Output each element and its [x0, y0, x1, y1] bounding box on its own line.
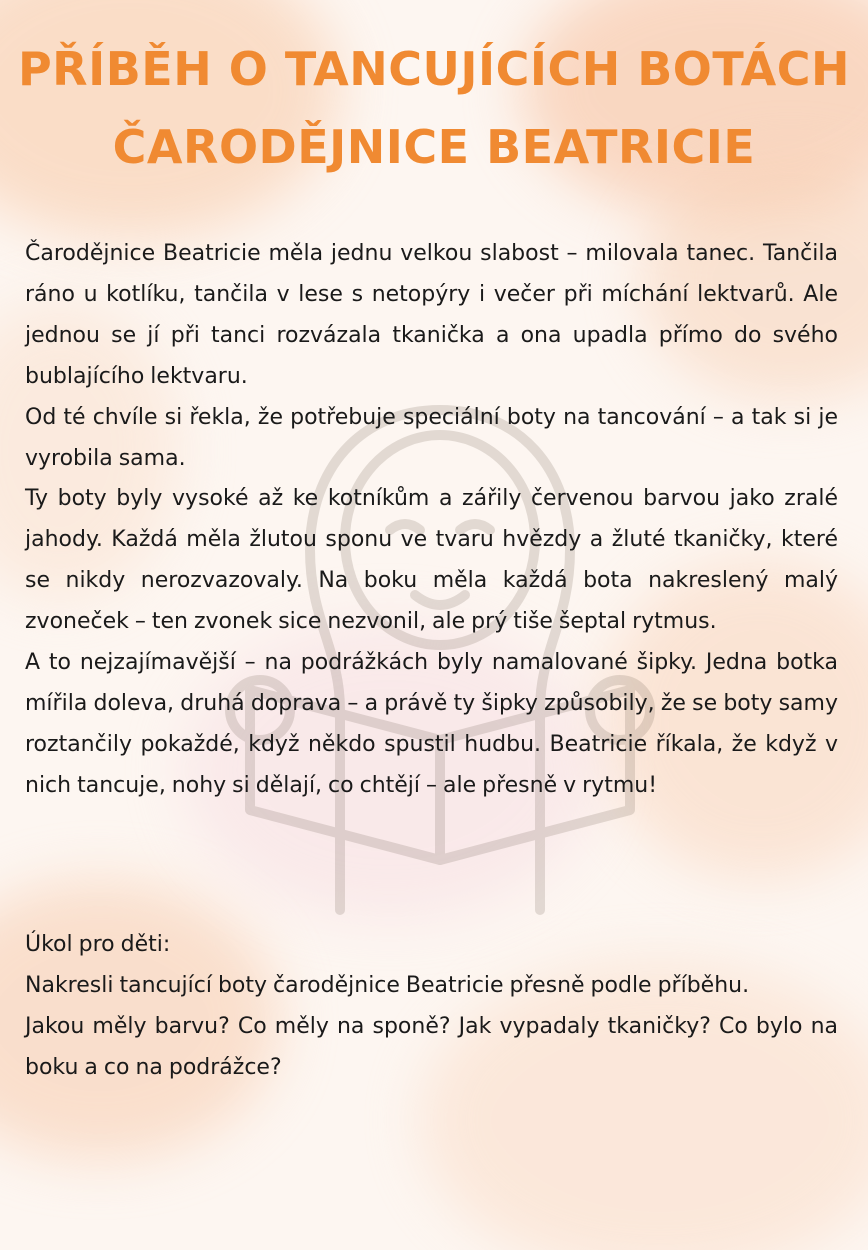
story-paragraph: A to nejzajímavější – na podrážkách byly namalované šipky. Jedna botka mířila doleva, druhá doprava – a právě ty šipky způsobily, že se boty samy roztančily pokaždé, když někdo spustil hudbu. Beatricie říkala, že když v nich tancuje, nohy si dělají, co chtějí – ale přesně v rytmu!	[25, 650, 838, 798]
story-paragraph: Ty boty byly vysoké až ke kotníkům a zářily červenou barvou jako zralé jahody. Každá měla žlutou sponu ve tvaru hvězdy a žluté tkaničky, které se nikdy nerozvazovaly. Na boku měla každá bota nakreslený malý zvoneček – ten zvonek sice nezvonil, ale prý tiše šeptal rytmus.	[25, 486, 838, 635]
task-questions: Jakou měly barvu? Co měly na sponě? Jak vypadaly tkaničky? Co bylo na boku a co na podrážce?	[25, 1013, 838, 1080]
task-heading: Úkol pro děti:	[25, 932, 171, 957]
page-title	[0, 30, 868, 186]
title-line-2: ČARODĚJNICE BEATRICIE	[112, 120, 756, 174]
story-paragraph: Čarodějnice Beatricie měla jednu velkou slabost – milovala tanec. Tančila ráno u kotlíku, tančila v lese s netopýry i večer při míchání lektvarů. Ale jednou se jí při tanci rozvázala tkanička a ona upadla přímo do svého bublajícího lektvaru.	[25, 241, 838, 389]
title-line-1: PŘÍBĚH O TANCUJÍCÍCH BOTÁCH	[17, 42, 851, 96]
task-section	[25, 925, 838, 1089]
story-paragraph: Od té chvíle si řekla, že potřebuje speciální boty na tancování – a tak si je vyrobila sama.	[25, 404, 838, 471]
task-instruction: Nakresli tancující boty čarodějnice Beatricie přesně podle příběhu.	[25, 972, 750, 998]
story-text	[25, 234, 838, 807]
